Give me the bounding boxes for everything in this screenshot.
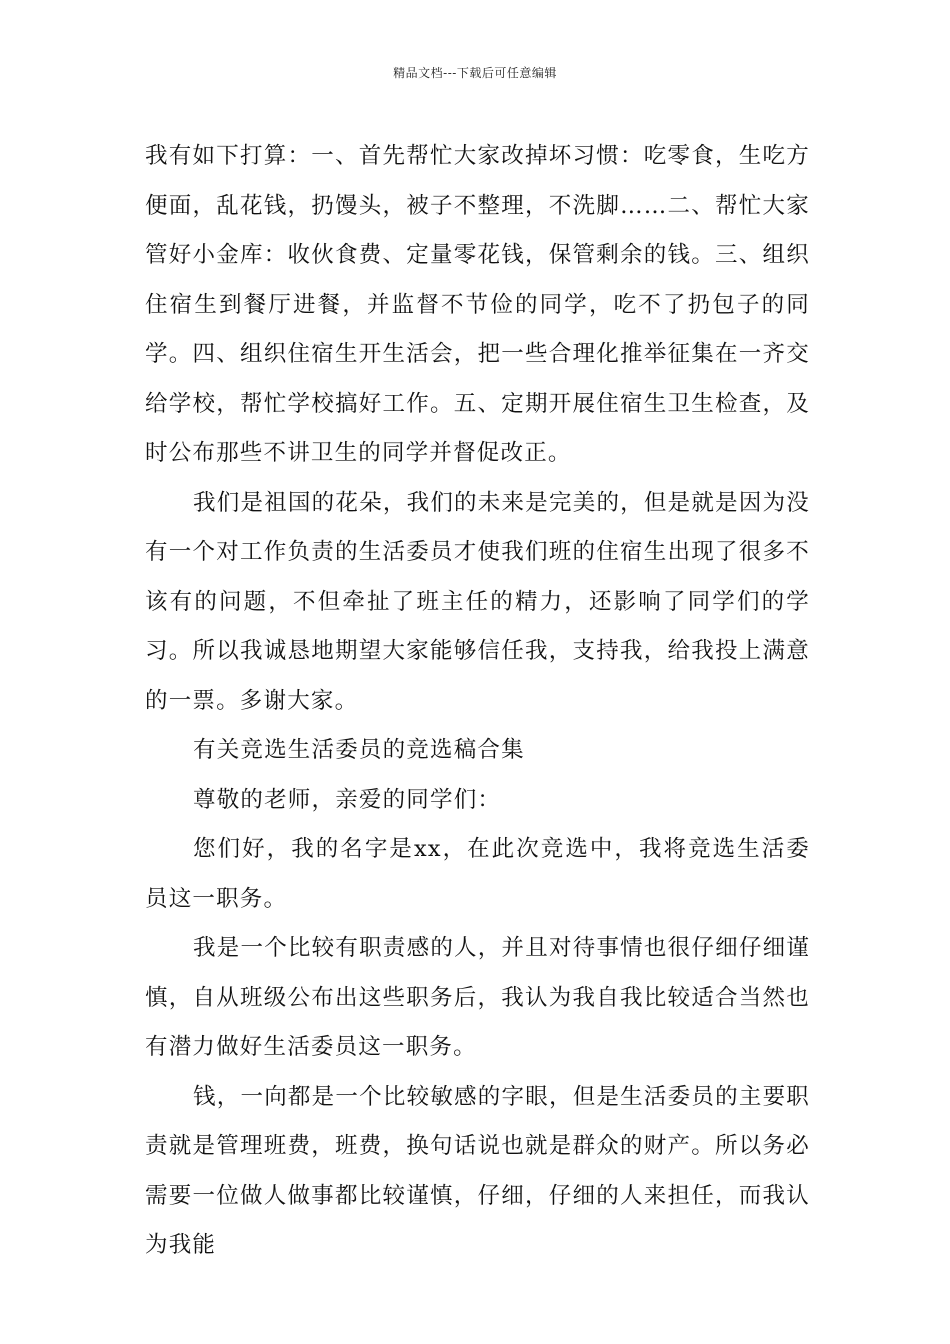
paragraph-closing: 我们是祖国的花朵，我们的未来是完美的，但是就是因为没有一个对工作负责的生活委员才使我们班的住宿生出现了很多不该有的问题，不但牵扯了班主任的精力，还影响了同学们的学习。所以我诚恳地期望大家能够信任我，支持我，给我投上满意的一票。多谢大家。: [145, 489, 810, 714]
paragraph-plan: 我有如下打算：一、首先帮忙大家改掉坏习惯：吃零食，生吃方便面，乱花钱，扔馒头，被子不整理，不洗脚……二、帮忙大家管好小金库：收伙食费、定量零花钱，保管剩余的钱。三、组织住宿生到餐厅进餐，并监督不节俭的同学，吃不了扔包子的同学。四、组织住宿生开生活会，把一些合理化推举征集在一齐交给学校，帮忙学校搞好工作。五、定期开展住宿生卫生检查，及时公布那些不讲卫生的同学并督促改正。: [145, 143, 810, 466]
paragraph-intro: 您们好，我的名字是xx，在此次竞选中，我将竞选生活委员这一职务。: [145, 836, 810, 912]
document-body: [145, 132, 810, 1271]
paragraph-money: 钱，一向都是一个比较敏感的字眼，但是生活委员的主要职责就是管理班费，班费，换句话说也就是群众的财产。所以务必需要一位做人做事都比较谨慎，仔细，仔细的人来担任，而我认为我能: [145, 1083, 810, 1258]
paragraph-responsibility: 我是一个比较有职责感的人，并且对待事情也很仔细仔细谨慎，自从班级公布出这些职务后，我认为我自我比较适合当然也有潜力做好生活委员这一职务。: [145, 935, 810, 1060]
salutation: 尊敬的老师，亲爱的同学们：: [193, 786, 502, 813]
section-title: 有关竞选生活委员的竞选稿合集: [193, 737, 525, 763]
page-header: 精品文档---下载后可任意编辑: [393, 66, 557, 80]
